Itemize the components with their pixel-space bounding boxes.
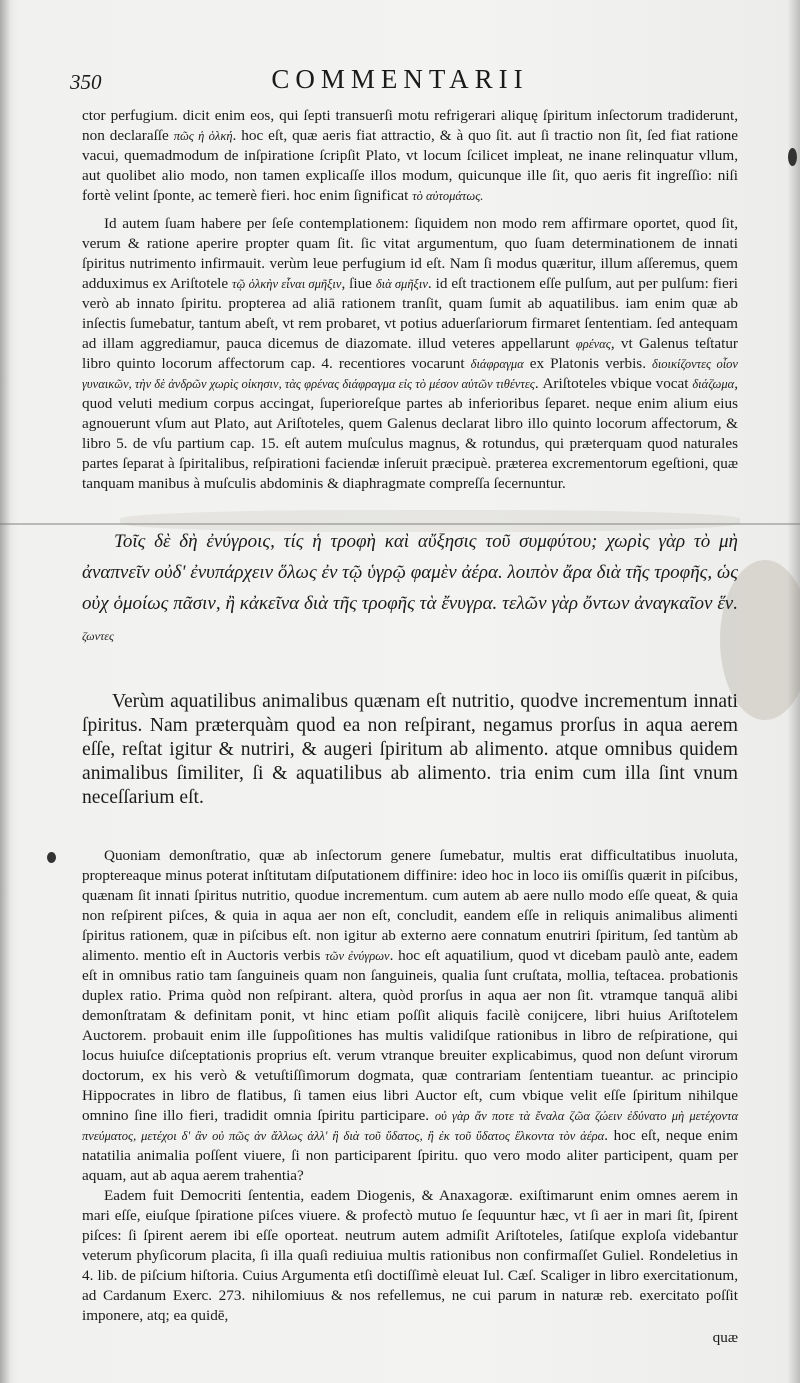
page-number: 350 xyxy=(70,70,102,94)
greek-source-text xyxy=(82,526,738,652)
paragraph-2 xyxy=(82,214,738,494)
greek-quote: τῷ ὁλκὴν εἶναι σμῆξιν xyxy=(232,277,342,291)
text-run: . id eſt tractionem eſſe pulſum, aut per pulſum: fieri verò ab innato ſpiritu. propterea ad aliā rationem tranſit, quam ſumit ab aquatilibus. iam enim quæ ab inſectis ſumebatur, tantum abeſt, vt rem probaret, vt potius aduerſariorum firmaret ſententiam. ſed antequam ad illam aggrediamur, pauca dicemus de diazomate. illud veteres appellarunt xyxy=(82,275,738,352)
latin-translation: Verùm aquatilibus animalibus quænam eſt nutritio, quodve incrementum innati ſpiritus. Nam præterquàm quod ea non reſpirant, negamus prorſus in aqua aerem eſſe, reſtat igitur & nutriri, & augeri ſpiritum ab alimento. atque omnibus quidem animalibus ſimiliter, ſi & aquatilibus ab alimento. tria enim cum illa ſint vnum neceſſarium eſt. xyxy=(82,691,738,808)
greek-passage: Τοῖς δὲ δὴ ἐνύγροις, τίς ἡ τροφὴ καὶ αὔξησις τοῦ συμφύτου; χωρὶς γὰρ τὸ μὴ ἀναπνεῖν οὐδ' ἐνυπάρχειν ὅλως ἐν τῷ ὑγρῷ φαμὲν ἀέρα. λοιπὸν ἄρα διὰ τῆς τροφῆς, ὡς οὐχ ὁμοίως πᾶσιν, ἢ κἀκεῖνα διὰ τῆς τροφῆς τὰ ἔνυγρα. τελῶν γὰρ ὄντων ἀναγκαῖον ἕν. xyxy=(82,531,738,614)
page-header xyxy=(70,64,730,104)
ink-spot xyxy=(47,852,56,863)
greek-quote: οὐ γὰρ ἄν ποτε τὰ ἔναλα ζῶα ζώειν ἐδύνατο μὴ μετέχοντα πνεύματος, μετέχοι δ' ἂν οὐ πῶς ἀν ἄλλως ἀλλ' ἢ διὰ τοῦ ὕδατος, ἢ ἐκ τοῦ ὕδατος ἕλκοντα τὸν ἀέρα xyxy=(82,1109,739,1143)
text-run: ex Platonis verbis. xyxy=(523,355,653,372)
text-run: . hoc eſt, neque enim natatilia animalia poſſent viuere, ſi non participarent ſpiritu. quo vero modo aliter participent, quam per aquam, aut ab aqua aerem trahentia? xyxy=(82,1127,738,1184)
ink-spot xyxy=(788,148,797,166)
text-run: , ſiue xyxy=(341,275,376,292)
text-run: Quoniam demonſtratio, quæ ab inſectorum genere ſumebatur, multis erat difficultatibus inuoluta, proptereaque minus poterat inſtitutam diſputationem diffinire: ideo hoc in loco iis omiſſis quærit in piſcibus, quænam ſit innati ſpiritus nutritio, quodue incrementum. cum autem ab aere nullo modo eſſe queat, & quia non reſpirent piſces, & quia in aqua aer non eſt, concludit, eandem eſſe in reliquis animalibus alimenti ſpiritus rationem, quæ in piſcibus eſt. non igitur ab externo aere connatum enutriri ſpiritum, ſed tantùm ab alimento. mentio eſt in Auctoris verbis xyxy=(82,847,738,964)
page-body xyxy=(82,106,738,1348)
paragraph-4: Eadem fuit Democriti ſententia, eadem Diogenis, & Anaxagoræ. exiſtimarunt enim omnes aerem in mari eſſe, eiuſque ſpiratione piſces viuere. & profectò mutuo ſe ſequuntur hæc, vt ſi aer in mari ſit, ſpirent piſces: ſi ſpirent aerem ibi eſſe oporteat. neutrum autem admiſit Ariſtoteles, ſatiſque exploſa videbantur veterum phyſicorum placita, ſi illa quaſi rediuiua multis rationibus non confirmaſſet Guliel. Rondeletius in 4. lib. de piſcium hiſtoria. Cuius Argumenta etſi doctiſſimè eleuat Iul. Cæſ. Scaliger in libro exercitationum, ad Cardanum Exerc. 273. nihilomiuus & nos refellemus, ne cui parum in naturæ reb. exercitato poſſit imponere, atq; ea quidē, xyxy=(82,1187,738,1324)
greek-quote: διοικίζοντες οἷον γυναικῶν, τὴν δὲ ἀνδρῶν χωρὶς οἰκησιν, τὰς φρένας διάφραγμα εἰς τὸ μέσον αὐτῶν τιθέντες xyxy=(82,357,738,391)
paragraph-1 xyxy=(82,106,738,206)
text-run: , vt Galenus teſtatur libro quinto locorum affectorum cap. 4. recentiores vocarunt xyxy=(82,335,738,372)
greek-quote: διὰ σμῆξιν xyxy=(375,277,428,291)
paragraph-3 xyxy=(82,846,738,1186)
greek-quote: διάζωμα xyxy=(692,377,735,391)
text-run: ctor perfugium. dicit enim eos, qui ſepti transuerſi motu refrigerari aliquę ſpiritum inſectorum tradiderunt, non declaraſſe xyxy=(82,107,738,144)
text-run: , quod veluti medium corpus accingat, ſuperioreſque partes ab inferioribus ſeparet. neque enim alium eius agnouerunt vſum aut Plato, aut Ariſtoteles, quem Galenus declarat libro illo quinto locorum affectorum, & libro 5. de vſu partium cap. 15. eſt autem muſculus magnus, & rotundus, qui præterquam quod naturales partes ſeparat à ſpiritalibus, reſpirationi faciendæ inſeruit præcipuè. præterea excrementorum egeſtioni, quæ tanquam manibus à muſculis abdominis & diaphragmate compreſſa ſecernuntur. xyxy=(82,375,738,492)
catchword: quæ xyxy=(712,1329,738,1346)
greek-quote: τῶν ἐνύγρων xyxy=(325,949,390,963)
text-run: . Ariſtoteles vbique vocat xyxy=(534,375,693,392)
greek-quote: πῶς ἡ ὁλκή xyxy=(173,129,233,143)
book-spine-shadow xyxy=(0,0,10,1383)
running-title: COMMENTARII xyxy=(271,64,529,94)
text-run: Id autem ſuam habere per ſeſe contemplationem: ſiquidem non modo rem affirmare oportet, quod ſit, verum & ratione aperire propter quam ſit. ſic vitat argumentum, quo ſuam determinationem de innati ſpiritus nutrimento infirmauit. verùm leue perfugium id eſt. Nam ſi modus quæritur, illum aſſeremus, quem adduximus ex Ariſtotele xyxy=(82,215,738,292)
text-run: . hoc eſt, quæ aeris fiat attractio, & à quo ſit. aut ſi tractio non ſit, ſed fiat ratione vacui, quemadmodum de inſpiratione ſcripſit Plato, vt locum ſcilicet impleat, ne inane relinquatur vllum, aut quolibet alio modo, non tamen explicaſſe illos modum, quicunque ille ſit, quo aeris fit ingreſſio: niſi fortè velint ſponte, ac temerè fieri. hoc enim ſignificat xyxy=(82,127,738,204)
marginal-variant: ζωντες xyxy=(82,629,114,643)
greek-quote: διάφραγμα xyxy=(470,357,524,371)
greek-quote: φρένας xyxy=(575,337,611,351)
text-run: . hoc eſt aquatilium, quod vt dicebam paulò ante, eadem eſt in omnibus ratio tam ſanguineis quam non ſanguineis, qualia ſunt cruſtata, mollia, teſtacea. probationis duplex ratio. Prima quòd non reſpirant. altera, quòd prorſus in aqua aer non ſit. vtramque tanquā alibi demonſtratam & definitam ponit, vt hinc etiam poſſit aliquis facilè conijcere, libri huius Ariſtotelem Auctorem. probauit enim ille ſuppoſitiones has multis validiſque rationibus in libro de reſpiratione, qui locus huiuſce diſceptationis proprius eſt. verum vtranque breuiter explicabimus, quod non deſunt virorum doctorum, ex his verò & vetuſtiſſimorum dogmata, quæ contrariam ſententiam tueantur. ac principio Hippocrates in libro de flatibus, ſi tamen eius libri Auctor eſt, cum vbique velit eſſe ſpiritum nihilque omnino ſine illo fieri, tradidit omnia ſpiritu participare. xyxy=(82,947,738,1124)
greek-quote: τὸ αὐτομάτως. xyxy=(412,189,484,203)
